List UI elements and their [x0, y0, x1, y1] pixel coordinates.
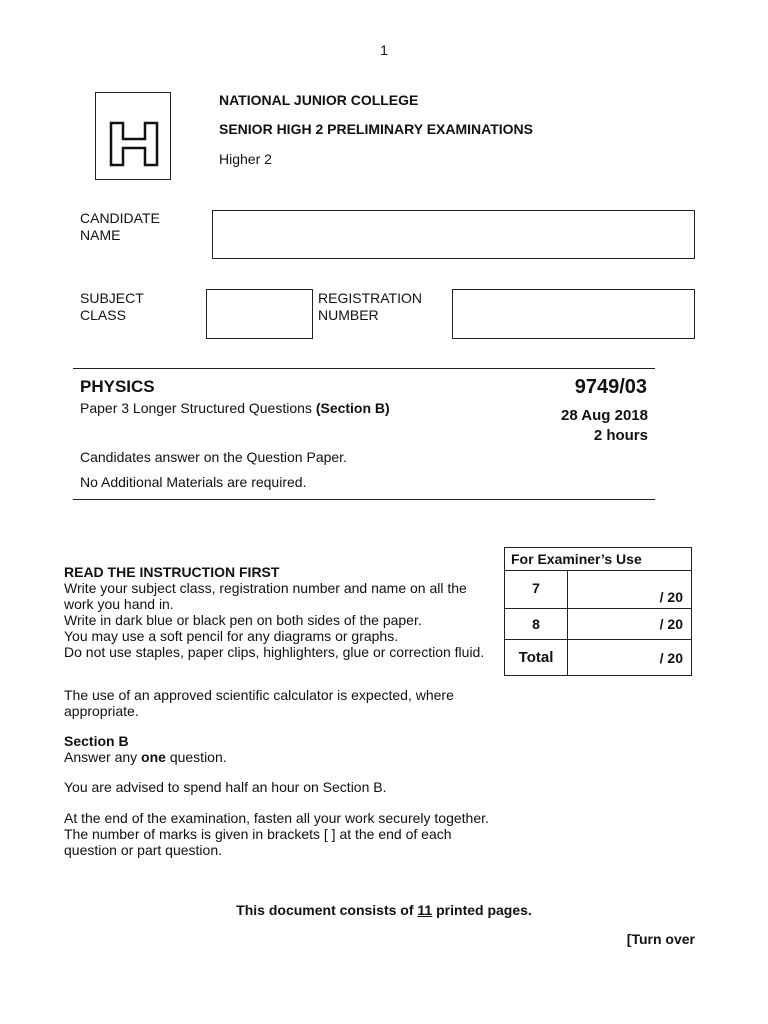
- page-number: 1: [380, 42, 388, 58]
- answer-post: question.: [165, 749, 227, 765]
- subject-title: PHYSICS: [80, 377, 155, 396]
- calculator-note: The use of an approved scientific calculator is expected, where appropriate.: [64, 687, 454, 719]
- question-8-label: 8: [505, 609, 568, 640]
- table-row: [505, 640, 692, 676]
- page-count-value: 11: [417, 902, 433, 918]
- subject-class-label-line1: SUBJECT: [80, 290, 144, 306]
- registration-number-label: [318, 290, 422, 324]
- answer-bold: one: [141, 749, 166, 765]
- instructions-block: [64, 564, 494, 660]
- answer-note: Candidates answer on the Question Paper.: [80, 449, 347, 465]
- total-mark: / 20: [568, 640, 692, 676]
- h-logo-icon: [96, 93, 172, 181]
- exam-title: SENIOR HIGH 2 PRELIMINARY EXAMINATIONS: [219, 121, 533, 137]
- table-row: [505, 571, 692, 609]
- subject-class-label: [80, 290, 144, 324]
- examiner-table-title: For Examiner’s Use: [505, 548, 692, 571]
- registration-label-line1: REGISTRATION: [318, 290, 422, 306]
- paper-section: (Section B): [315, 400, 390, 416]
- exam-level: Higher 2: [219, 151, 272, 167]
- question-7-label: 7: [505, 571, 568, 609]
- instruction-line: Write your subject class, registration number and name on all the work you hand in.: [64, 580, 467, 612]
- end-line-2: The number of marks is given in brackets [ ] at the end of each question or part question.: [64, 826, 452, 858]
- page-count-note: [0, 902, 768, 918]
- candidate-name-label: [80, 210, 160, 244]
- page-count-pre: This document consists of: [236, 902, 418, 918]
- instruction-line: Write in dark blue or black pen on both sides of the paper.: [64, 612, 422, 628]
- candidate-name-label-line2: NAME: [80, 227, 121, 243]
- turn-over: [Turn over: [626, 931, 695, 947]
- instruction-line: Do not use staples, paper clips, highlighters, glue or correction fluid.: [64, 644, 485, 660]
- instruction-line: You may use a soft pencil for any diagrams or graphs.: [64, 628, 399, 644]
- subject-class-label-line2: CLASS: [80, 307, 126, 323]
- candidate-name-label-line1: CANDIDATE: [80, 210, 160, 226]
- end-instructions: [64, 810, 504, 858]
- instructions-heading: READ THE INSTRUCTION FIRST: [64, 564, 280, 580]
- materials-note: No Additional Materials are required.: [80, 474, 307, 490]
- section-heading: Section B: [64, 733, 129, 749]
- exam-duration: 2 hours: [593, 427, 648, 444]
- paper-description-text: Paper 3 Longer Structured Questions: [80, 400, 316, 416]
- page-count-post: printed pages.: [432, 902, 532, 918]
- paper-code: 9749/03: [574, 376, 647, 398]
- college-logo: [95, 92, 171, 180]
- answer-instruction: [64, 749, 227, 765]
- question-8-mark: / 20: [568, 609, 692, 640]
- examiner-use-table: [504, 547, 692, 676]
- registration-number-field[interactable]: [452, 289, 695, 339]
- subject-class-field[interactable]: [206, 289, 313, 339]
- answer-pre: Answer any: [64, 749, 142, 765]
- registration-label-line2: NUMBER: [318, 307, 379, 323]
- bottom-divider: [73, 499, 655, 500]
- exam-date: 28 Aug 2018: [561, 407, 648, 424]
- college-name: NATIONAL JUNIOR COLLEGE: [219, 92, 419, 108]
- top-divider: [73, 368, 655, 369]
- candidate-name-field[interactable]: [212, 210, 695, 259]
- time-advice: You are advised to spend half an hour on Section B.: [64, 779, 387, 795]
- paper-description: [80, 400, 390, 416]
- total-label: Total: [505, 640, 568, 676]
- question-7-mark: / 20: [568, 571, 692, 609]
- end-line-1: At the end of the examination, fasten all your work securely together.: [64, 810, 489, 826]
- table-row: [505, 609, 692, 640]
